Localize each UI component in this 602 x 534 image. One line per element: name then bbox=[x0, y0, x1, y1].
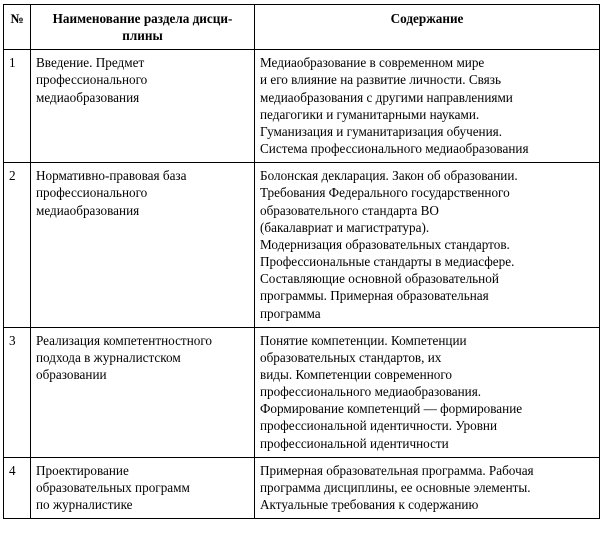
text-line: (бакалавриат и магистратура). bbox=[260, 219, 430, 235]
text-line: и его влияние на развитие личности. Связь bbox=[260, 72, 501, 88]
text-line: программы. Примерная образовательная bbox=[260, 288, 489, 304]
row-number: 3 bbox=[4, 327, 31, 457]
row-number: 1 bbox=[4, 50, 31, 163]
table-header-row bbox=[4, 5, 600, 50]
table-header bbox=[4, 5, 600, 50]
table-body bbox=[4, 50, 600, 519]
text-line: Гуманизация и гуманитаризация обучения. bbox=[260, 123, 503, 139]
column-header-content: Содержание bbox=[255, 5, 600, 50]
text-line: Требования Федерального государственного bbox=[260, 185, 510, 201]
text-line: Актуальные требования к содержанию bbox=[260, 497, 479, 513]
row-number: 4 bbox=[4, 457, 31, 518]
text-line: Профессиональные стандарты в медиасфере. bbox=[260, 254, 515, 270]
discipline-sections-table bbox=[3, 4, 600, 519]
column-header-number: № bbox=[4, 5, 31, 50]
row-content bbox=[255, 50, 600, 163]
text-line: Формирование компетенций — формирование bbox=[260, 401, 523, 417]
text-line: профессионального bbox=[36, 185, 148, 201]
text-line: образовательного стандарта ВО bbox=[260, 202, 439, 218]
row-number: 2 bbox=[4, 163, 31, 327]
table-row bbox=[4, 327, 600, 457]
text-line: Модернизация образовательных стандартов. bbox=[260, 236, 510, 252]
text-line: образовательных программ bbox=[36, 479, 190, 495]
text-line: профессионального медиаобразования. bbox=[260, 384, 482, 400]
text-line: Проектирование bbox=[36, 462, 129, 478]
table-row bbox=[4, 163, 600, 327]
text-line: педагогики и гуманитарными науками. bbox=[260, 106, 480, 122]
text-line: профессиональной идентичности. Уровни bbox=[260, 418, 498, 434]
row-content bbox=[255, 163, 600, 327]
table-row bbox=[4, 457, 600, 518]
text-line: образовании bbox=[36, 366, 107, 382]
row-section-name bbox=[31, 327, 255, 457]
text-line: образовательных стандартов, их bbox=[260, 349, 442, 365]
text-line: Примерная образовательная программа. Рабочая bbox=[260, 462, 534, 478]
text-line: медиаобразования с другими направлениями bbox=[260, 89, 513, 105]
text-line: Составляющие основной образовательной bbox=[260, 271, 499, 287]
table-row bbox=[4, 50, 600, 163]
text-line: программа дисциплины, ее основные элементы. bbox=[260, 479, 531, 495]
text-line: медиаобразования bbox=[36, 202, 140, 218]
text-line: Болонская декларация. Закон об образовании. bbox=[260, 168, 518, 184]
column-header-section-name: Наименование раздела дисци-плины bbox=[31, 5, 255, 50]
text-line: Реализация компетентностного bbox=[36, 332, 213, 348]
text-line: профессионального bbox=[36, 72, 148, 88]
text-line: Медиаобразование в современном мире bbox=[260, 55, 485, 71]
text-line: Система профессионального медиаобразования bbox=[260, 141, 529, 157]
text-line: виды. Компетенции современного bbox=[260, 366, 453, 382]
row-content bbox=[255, 457, 600, 518]
text-line: профессиональной идентичности bbox=[260, 435, 449, 451]
text-line: Понятие компетенции. Компетенции bbox=[260, 332, 467, 348]
text-line: Нормативно-правовая база bbox=[36, 168, 187, 184]
row-section-name bbox=[31, 50, 255, 163]
text-line: подхода в журналистском bbox=[36, 349, 181, 365]
text-line: программа bbox=[260, 305, 321, 321]
row-section-name bbox=[31, 457, 255, 518]
row-section-name bbox=[31, 163, 255, 327]
text-line: по журналистике bbox=[36, 497, 133, 513]
row-content bbox=[255, 327, 600, 457]
text-line: Введение. Предмет bbox=[36, 55, 145, 71]
text-line: медиаобразования bbox=[36, 89, 140, 105]
